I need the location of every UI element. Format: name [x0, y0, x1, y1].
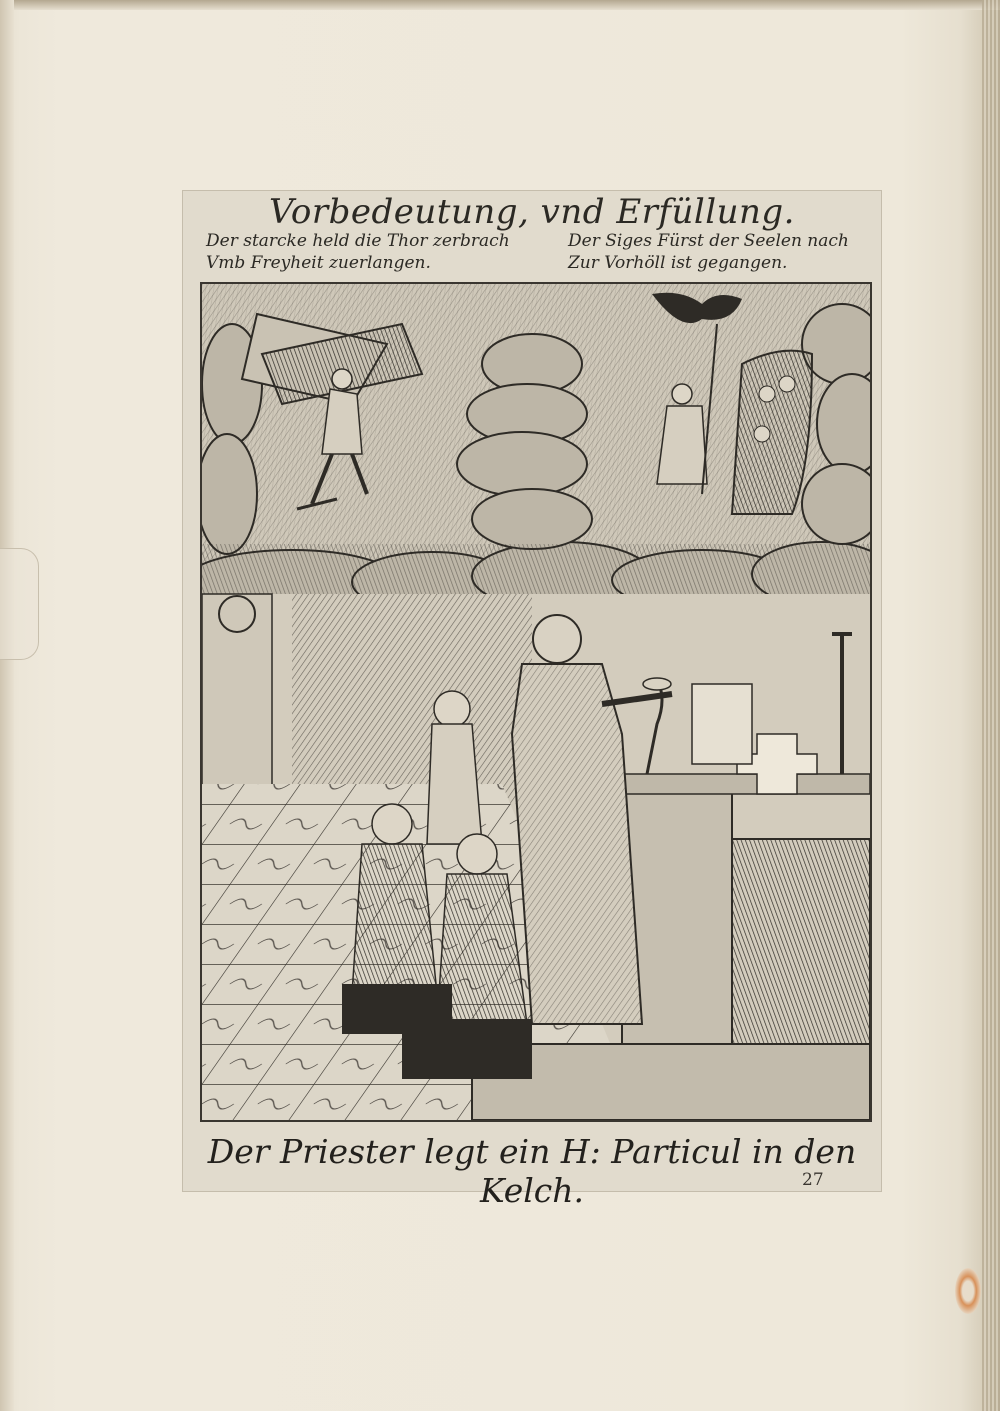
- page-top-edge: [0, 0, 1000, 10]
- page-clip: [0, 548, 39, 660]
- plate-caption: Der Priester legt ein H: Particul in den Kelch.: [207, 1132, 857, 1210]
- engraving-image: [200, 282, 872, 1122]
- plate-title: Vorbedeutung, vnd Erfüllung.: [268, 192, 795, 232]
- verse-left-line-2: Vmb Freyheit zuerlangen.: [206, 253, 431, 273]
- verse-right-line-2: Zur Vorhöll ist gegangen.: [568, 253, 788, 273]
- back-wall-panelling: [292, 594, 532, 804]
- engraving-plate: [182, 190, 882, 1210]
- verse-left: [206, 230, 510, 274]
- binding-gutter: [0, 0, 14, 1411]
- engraving-illustration: [202, 284, 870, 1120]
- altar-table: [602, 774, 870, 794]
- foxing-stain: [955, 1268, 981, 1314]
- verse-right: [568, 230, 849, 274]
- verse-left-line-1: Der starcke held die Thor zerbrach: [206, 231, 510, 251]
- verse-right-line-1: Der Siges Fürst der Seelen nach: [568, 231, 849, 251]
- page-stack-edge: [982, 0, 1000, 1411]
- page-number: 27: [802, 1170, 824, 1190]
- altar-side: [622, 784, 732, 1074]
- missal-book: [692, 684, 752, 764]
